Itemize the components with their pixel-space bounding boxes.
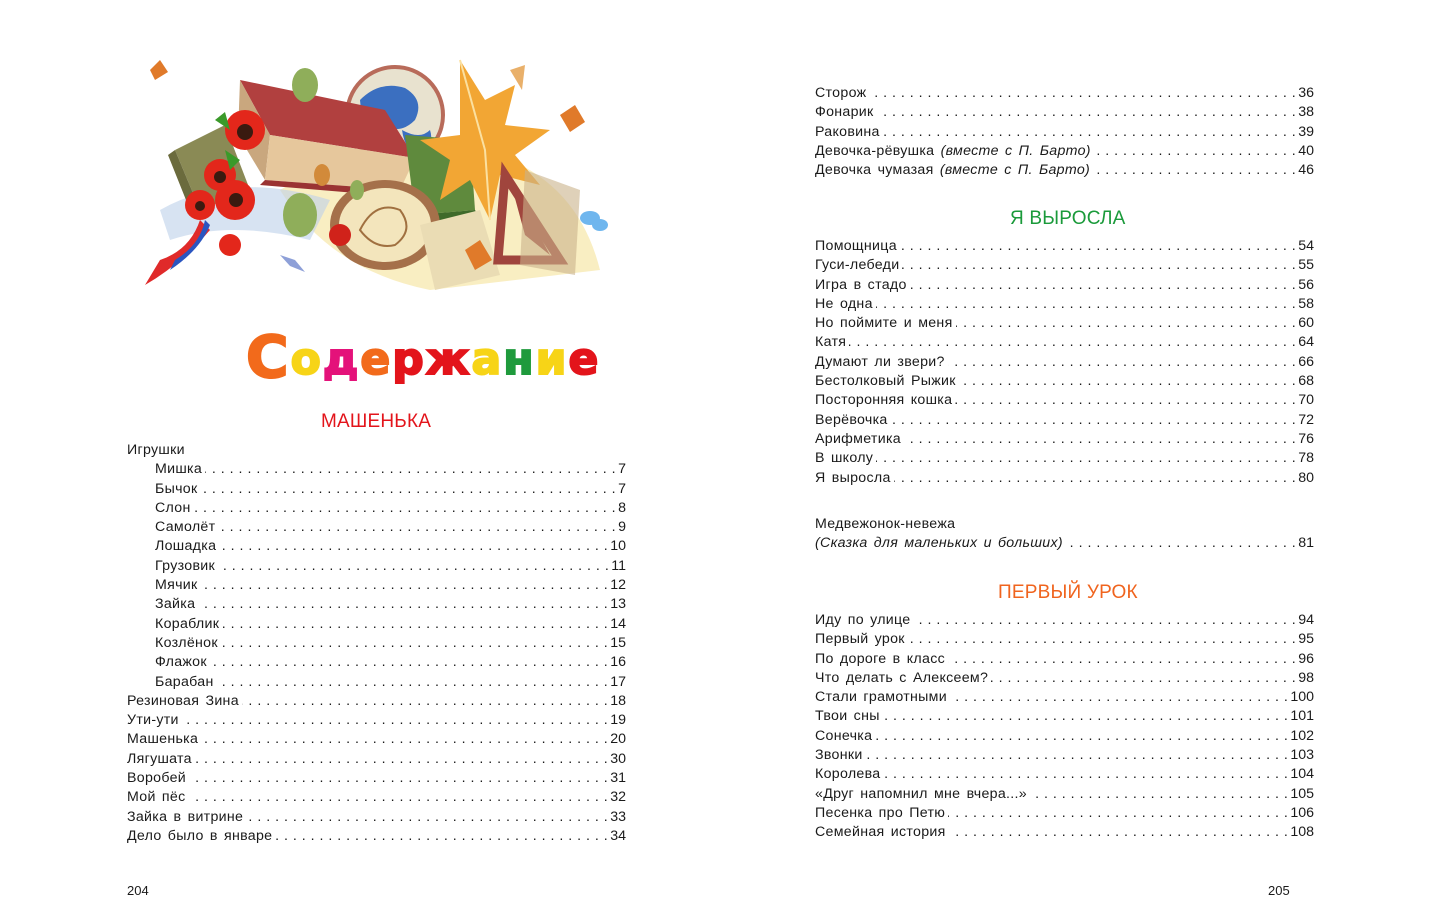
leader-dots bbox=[219, 537, 608, 552]
toc-entry[interactable] bbox=[127, 769, 626, 788]
toc-entry[interactable] bbox=[815, 256, 1314, 275]
toc-page-number: 9 bbox=[618, 519, 626, 536]
toc-entry-title: Барабан bbox=[155, 673, 214, 690]
toc-entry[interactable] bbox=[127, 827, 626, 846]
toc-entry-title: Дело было в январе bbox=[127, 827, 273, 844]
toc-entry-title: «Друг напомнил мне вчера...» bbox=[815, 785, 1027, 802]
toc-entry-title: Сонечка bbox=[815, 727, 873, 744]
leader-dots bbox=[991, 669, 1296, 684]
toc-page-number: 72 bbox=[1298, 411, 1314, 428]
toc-entry[interactable] bbox=[815, 469, 1314, 488]
toc-entry[interactable] bbox=[815, 650, 1314, 669]
leader-dots bbox=[189, 788, 609, 803]
toc-entry-title: Думают ли звери? bbox=[815, 353, 945, 370]
toc-page-number: 68 bbox=[1298, 373, 1314, 390]
toc-page-number: 101 bbox=[1290, 708, 1314, 725]
leader-dots bbox=[275, 827, 608, 842]
toc-entry[interactable] bbox=[815, 449, 1314, 468]
toc-entry-title: Мишка bbox=[155, 461, 203, 478]
toc-entry-title: Зайка в витрине bbox=[127, 808, 244, 825]
toc-list-right-top bbox=[815, 84, 1314, 180]
toc-entry-title: Медвежонок-невежа bbox=[815, 516, 956, 532]
toc-page-number: 17 bbox=[610, 673, 626, 690]
toc-fairy-tale bbox=[815, 515, 1314, 554]
toc-list-pervyi-urok bbox=[815, 611, 1314, 843]
title-letter: ж bbox=[425, 334, 471, 385]
title-letter: о bbox=[290, 334, 322, 385]
title-letter: н bbox=[503, 334, 535, 385]
toc-entry[interactable] bbox=[127, 808, 626, 827]
leader-dots bbox=[891, 411, 1297, 426]
toc-page-number: 16 bbox=[610, 654, 626, 671]
toc-entry-title: Лошадка bbox=[155, 538, 217, 555]
toc-page-number: 103 bbox=[1290, 747, 1314, 764]
leader-dots bbox=[883, 765, 1288, 780]
leader-dots bbox=[956, 314, 1297, 329]
toc-entry-title: Катя bbox=[815, 334, 847, 351]
toc-page-number: 98 bbox=[1298, 669, 1314, 686]
toc-entry[interactable] bbox=[815, 804, 1314, 823]
toc-entry[interactable] bbox=[815, 276, 1314, 295]
toc-page-number: 66 bbox=[1298, 353, 1314, 370]
toc-page-number: 7 bbox=[618, 480, 626, 497]
toc-page-number: 78 bbox=[1298, 450, 1314, 467]
title-letter: а bbox=[471, 334, 503, 385]
toc-entry[interactable] bbox=[127, 615, 626, 634]
toc-entry-title: Не одна bbox=[815, 295, 873, 312]
toc-page-number: 96 bbox=[1298, 650, 1314, 667]
toc-page-number: 14 bbox=[610, 615, 626, 632]
toc-entry[interactable] bbox=[127, 499, 626, 518]
leader-dots bbox=[910, 276, 1297, 291]
toc-entry[interactable] bbox=[815, 372, 1314, 391]
toc-entry-title: Семейная история bbox=[815, 824, 946, 841]
bird-icon bbox=[280, 255, 305, 272]
toc-entry-title: Сторож bbox=[815, 85, 867, 101]
toc-entry-title: Флажок bbox=[155, 654, 207, 671]
right-page bbox=[722, 0, 1445, 902]
toc-page-number: 34 bbox=[610, 827, 626, 844]
leader-dots bbox=[205, 460, 616, 475]
toc-entry-title: Воробей bbox=[127, 770, 187, 787]
toc-entry[interactable] bbox=[127, 653, 626, 672]
leader-dots bbox=[875, 727, 1288, 742]
toc-entry-title: В школу bbox=[815, 450, 874, 467]
toc-entry[interactable] bbox=[815, 103, 1314, 122]
page-number-right: 205 bbox=[1268, 883, 1290, 898]
toc-entry-title: Раковина bbox=[815, 123, 880, 140]
toc-entry[interactable] bbox=[815, 333, 1314, 352]
toc-page-number: 100 bbox=[1290, 689, 1314, 706]
toc-entry[interactable] bbox=[127, 480, 626, 499]
toc-entry-title: По дороге в класс bbox=[815, 650, 945, 667]
co-author-note: (вместе с П. Барто) bbox=[940, 142, 1091, 159]
toc-page-number: 64 bbox=[1298, 334, 1314, 351]
leader-dots bbox=[242, 692, 608, 707]
toc-page-number: 55 bbox=[1298, 257, 1314, 274]
leader-dots bbox=[221, 634, 608, 649]
toc-entry-title: Помощница bbox=[815, 238, 897, 254]
toc-entry-title: Арифметика bbox=[815, 430, 901, 447]
leader-dots bbox=[194, 499, 617, 514]
toc-list-left bbox=[127, 441, 626, 846]
toc-entry-title: Первый урок bbox=[815, 631, 905, 648]
toc-entry[interactable] bbox=[127, 634, 626, 653]
toc-entry[interactable] bbox=[127, 692, 626, 711]
toc-entry[interactable] bbox=[815, 295, 1314, 314]
toc-page-number: 12 bbox=[610, 577, 626, 594]
section-heading-mashenka: МАШЕНЬКА bbox=[321, 411, 432, 432]
leaf-icon bbox=[292, 68, 318, 102]
left-page bbox=[0, 0, 722, 902]
toc-page-number: 32 bbox=[610, 789, 626, 806]
leader-dots bbox=[950, 688, 1288, 703]
toc-page-number: 108 bbox=[1290, 824, 1314, 841]
toc-page-number: 40 bbox=[1298, 142, 1314, 159]
leader-dots bbox=[210, 653, 608, 668]
toc-entry-title: Посторонняя кошка bbox=[815, 392, 953, 409]
toc-page-number: 58 bbox=[1298, 295, 1314, 312]
leader-dots bbox=[201, 730, 608, 745]
leader-dots bbox=[955, 391, 1296, 406]
toc-page-number: 39 bbox=[1298, 123, 1314, 140]
toc-page-number: 36 bbox=[1298, 85, 1314, 101]
page-number-left: 204 bbox=[127, 883, 149, 898]
toc-entry-title: Мячик bbox=[155, 577, 198, 594]
toc-entry[interactable] bbox=[815, 391, 1314, 410]
toc-entry[interactable] bbox=[815, 142, 1314, 161]
leader-dots bbox=[218, 557, 609, 572]
toc-entry[interactable] bbox=[815, 237, 1314, 256]
toc-entry-title: Твои сны bbox=[815, 708, 880, 725]
toc-page-number: 104 bbox=[1290, 766, 1314, 783]
leader-dots bbox=[876, 449, 1296, 464]
section-heading-pervyi-urok: ПЕРВЫЙ УРОК bbox=[998, 582, 1138, 603]
toc-entry[interactable] bbox=[815, 411, 1314, 430]
toc-entry[interactable] bbox=[815, 123, 1314, 142]
toc-entry[interactable] bbox=[127, 557, 626, 576]
toc-entry-title: Резиновая Зина bbox=[127, 692, 239, 709]
toc-entry-title: Бестолковый Рыжик bbox=[815, 373, 956, 390]
leader-dots bbox=[908, 630, 1296, 645]
apple-icon bbox=[329, 224, 351, 246]
toc-entry[interactable] bbox=[815, 515, 1314, 534]
leader-dots bbox=[869, 84, 1296, 99]
toc-entry[interactable] bbox=[815, 707, 1314, 726]
toc-page-number: 15 bbox=[610, 634, 626, 651]
toc-entry[interactable] bbox=[127, 711, 626, 730]
title-letter: д bbox=[322, 334, 360, 385]
toc-entry-title: Верёвочка bbox=[815, 411, 888, 428]
toc-entry[interactable] bbox=[815, 353, 1314, 372]
toc-page-number: 19 bbox=[610, 712, 626, 729]
leader-dots bbox=[894, 469, 1297, 484]
toc-entry[interactable] bbox=[127, 730, 626, 749]
toc-entry-title: Но поймите и меня bbox=[815, 315, 953, 332]
toc-entry[interactable] bbox=[127, 673, 626, 692]
leader-dots bbox=[1066, 534, 1296, 549]
leader-dots bbox=[948, 650, 1296, 665]
toc-entry-title: Я выросла bbox=[815, 469, 891, 486]
leader-dots bbox=[948, 353, 1297, 368]
toc-entry-title: Ути-ути bbox=[127, 712, 179, 729]
toc-entry[interactable] bbox=[815, 314, 1314, 333]
leader-dots bbox=[959, 372, 1296, 387]
toc-page-number: 18 bbox=[610, 692, 626, 709]
toc-entry[interactable] bbox=[815, 161, 1314, 180]
leader-dots bbox=[913, 611, 1296, 626]
toc-entry-title: Машенька bbox=[127, 731, 199, 748]
leader-dots bbox=[877, 103, 1297, 118]
leader-dots bbox=[201, 480, 617, 495]
toc-entry[interactable] bbox=[815, 430, 1314, 449]
toc-entry-title: Что делать с Алексеем? bbox=[815, 669, 989, 686]
toc-page-number: 10 bbox=[610, 538, 626, 555]
autumn-school-illustration bbox=[130, 40, 630, 310]
co-author-note: (вместе с П. Барто) bbox=[939, 162, 1091, 179]
leader-dots bbox=[182, 711, 608, 726]
toc-entry[interactable] bbox=[127, 537, 626, 556]
toc-entry[interactable] bbox=[127, 788, 626, 807]
toc-entry[interactable] bbox=[815, 746, 1314, 765]
toc-page-number: 31 bbox=[610, 770, 626, 787]
leader-dots bbox=[949, 823, 1289, 838]
toc-page-number: 54 bbox=[1298, 238, 1314, 254]
leader-dots bbox=[195, 750, 608, 765]
toc-entry[interactable] bbox=[815, 688, 1314, 707]
toc-page-number: 60 bbox=[1298, 315, 1314, 332]
toc-page-number: 13 bbox=[610, 596, 626, 613]
leader-dots bbox=[246, 808, 608, 823]
title-letter: р bbox=[392, 334, 425, 385]
toc-page-number: 105 bbox=[1290, 785, 1314, 802]
toc-page-number: 102 bbox=[1290, 727, 1314, 744]
toc-entry-title: Девочка чумазая (вместе с П. Барто) bbox=[815, 162, 1091, 179]
toc-entry[interactable] bbox=[127, 518, 626, 537]
toc-list-ya-vyrosla bbox=[815, 237, 1314, 488]
leader-dots bbox=[1030, 785, 1288, 800]
toc-entry-title: Бычок bbox=[155, 480, 198, 497]
toc-entry-title: Фонарик bbox=[815, 104, 874, 121]
toc-entry[interactable] bbox=[127, 750, 626, 769]
leader-dots bbox=[849, 333, 1296, 348]
toc-page-number: 95 bbox=[1298, 631, 1314, 648]
leader-dots bbox=[948, 804, 1288, 819]
toc-entry-title: Грузовик bbox=[155, 557, 216, 574]
toc-entry[interactable] bbox=[815, 84, 1314, 103]
toc-entry[interactable] bbox=[815, 669, 1314, 688]
toc-entry[interactable] bbox=[815, 611, 1314, 630]
title-letter: и bbox=[535, 334, 568, 385]
leader-dots bbox=[217, 673, 609, 688]
toc-entry-title: Самолёт bbox=[155, 519, 216, 536]
toc-entry-title: Стали грамотными bbox=[815, 689, 947, 706]
leader-dots bbox=[201, 576, 609, 591]
leader-dots bbox=[900, 237, 1296, 252]
toc-entry-subtitle[interactable] bbox=[815, 534, 1314, 553]
title-letter: С bbox=[246, 323, 290, 391]
toc-page-number: 11 bbox=[611, 557, 626, 574]
title-letter: е bbox=[360, 334, 392, 385]
leader-dots bbox=[883, 707, 1289, 722]
leader-dots bbox=[876, 295, 1296, 310]
leader-dots bbox=[189, 769, 608, 784]
toc-page-number: 38 bbox=[1298, 104, 1314, 121]
leader-dots bbox=[902, 256, 1296, 271]
toc-entry[interactable] bbox=[815, 765, 1314, 784]
toc-entry[interactable] bbox=[815, 630, 1314, 649]
toc-page-number: 106 bbox=[1290, 804, 1314, 821]
small-maple-leaf-icon bbox=[150, 60, 168, 80]
toc-page-number: 20 bbox=[610, 731, 626, 748]
toc-page-number: 33 bbox=[610, 808, 626, 825]
toc-entry-title: Кораблик bbox=[155, 615, 220, 632]
leader-dots bbox=[883, 123, 1296, 138]
toc-entry-title: Гуси-лебеди bbox=[815, 257, 900, 274]
toc-page-number: 76 bbox=[1298, 430, 1314, 447]
toc-entry-title: Слон bbox=[155, 499, 191, 516]
toc-entry-title: Лягушата bbox=[127, 750, 192, 767]
leader-dots bbox=[198, 595, 608, 610]
toc-page-number: 30 bbox=[610, 750, 626, 767]
toc-page-number: 81 bbox=[1298, 535, 1314, 552]
toc-entry-title: Песенка про Петю bbox=[815, 804, 946, 821]
toc-entry[interactable] bbox=[127, 576, 626, 595]
section-heading-ya-vyrosla: Я ВЫРОСЛА bbox=[1010, 208, 1126, 229]
toc-entry-subtitle-text: (Сказка для маленьких и больших) bbox=[815, 535, 1063, 552]
toc-entry-title: Иду по улице bbox=[815, 612, 911, 628]
toc-entry-title: Девочка-рёвушка (вместе с П. Барто) bbox=[815, 142, 1091, 159]
toc-page-number: 70 bbox=[1298, 392, 1314, 409]
toc-page-number: 46 bbox=[1298, 162, 1314, 179]
contents-title bbox=[246, 323, 600, 391]
toc-entry[interactable] bbox=[815, 727, 1314, 746]
toc-entry[interactable] bbox=[127, 595, 626, 614]
toc-page-number: 94 bbox=[1298, 612, 1314, 628]
toc-entry[interactable] bbox=[815, 785, 1314, 804]
leader-dots bbox=[222, 615, 608, 630]
toc-entry-title: Королева bbox=[815, 766, 881, 783]
toc-entry-title: Козлёнок bbox=[155, 634, 218, 651]
leader-dots bbox=[218, 518, 616, 533]
leader-dots bbox=[1094, 142, 1296, 157]
toc-entry-title: Зайка bbox=[155, 596, 196, 613]
toc-entry-title: Мой пёс bbox=[127, 789, 186, 806]
toc-entry-title: Игрушки bbox=[127, 442, 185, 458]
toc-page-number: 56 bbox=[1298, 276, 1314, 293]
toc-entry[interactable] bbox=[127, 460, 626, 479]
toc-entry-title: Игра в стадо bbox=[815, 276, 907, 293]
toc-group-label[interactable] bbox=[127, 441, 626, 460]
title-letter: е bbox=[568, 334, 600, 385]
toc-entry[interactable] bbox=[815, 823, 1314, 842]
leader-dots bbox=[866, 746, 1289, 761]
leader-dots bbox=[904, 430, 1296, 445]
leader-dots bbox=[1093, 161, 1296, 176]
toc-entry-title: Звонки bbox=[815, 747, 863, 764]
toc-page-number: 7 bbox=[618, 461, 626, 478]
toc-page-number: 8 bbox=[618, 499, 626, 516]
toc-page-number: 80 bbox=[1298, 469, 1314, 486]
